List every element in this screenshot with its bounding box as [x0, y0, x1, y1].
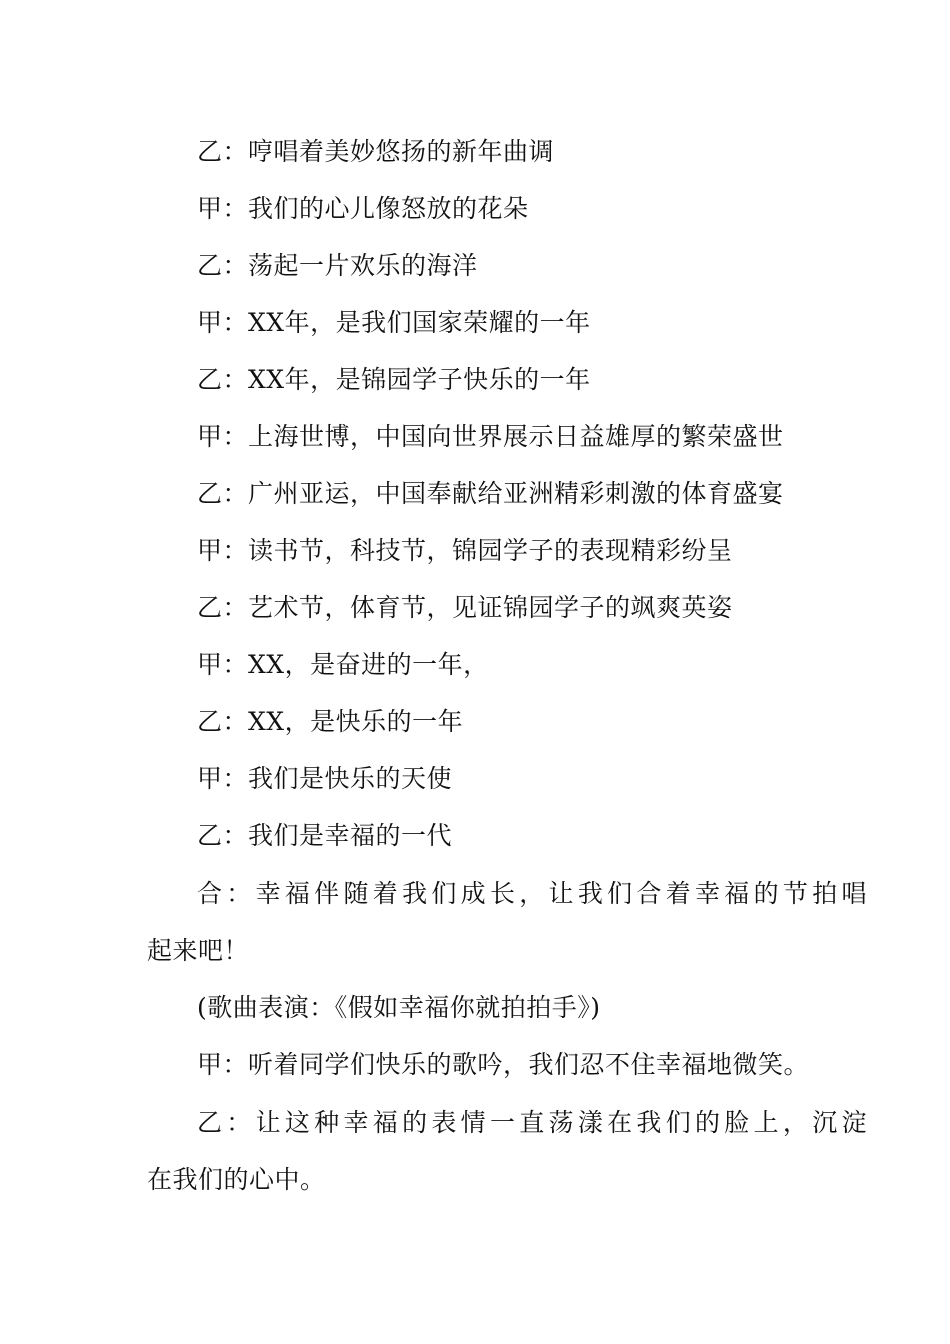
script-line: 乙：哼唱着美妙悠扬的新年曲调: [197, 137, 555, 166]
script-line: 乙：让这种幸福的表情一直荡漾在我们的脸上，沉淀: [197, 1108, 867, 1137]
script-line: 甲：我们的心儿像怒放的花朵: [197, 194, 529, 223]
script-line: 乙：广州亚运，中国奉献给亚洲精彩刺激的体育盛宴: [197, 479, 784, 508]
script-line: 乙：艺术节，体育节，见证锦园学子的飒爽英姿: [197, 593, 733, 622]
script-line: 甲：上海世博，中国向世界展示日益雄厚的繁荣盛世: [197, 422, 784, 451]
script-line: 甲：XX，是奋进的一年，: [197, 650, 489, 679]
script-line: 乙：荡起一片欢乐的海洋: [197, 251, 478, 280]
script-line: 乙：XX，是快乐的一年: [197, 707, 464, 736]
script-line-continuation: 起来吧！: [147, 936, 250, 965]
script-line: 甲：我们是快乐的天使: [197, 764, 453, 793]
script-line: 甲：听着同学们快乐的歌吟，我们忍不住幸福地微笑。: [197, 1050, 810, 1079]
script-line-continuation: 在我们的心中。: [147, 1165, 326, 1194]
script-line: 乙：XX年，是锦园学子快乐的一年: [197, 365, 591, 394]
script-line: 甲：读书节，科技节，锦园学子的表现精彩纷呈: [197, 536, 733, 565]
script-line: 合：幸福伴随着我们成长，让我们合着幸福的节拍唱: [197, 879, 867, 908]
stage-direction: (歌曲表演：《假如幸福你就拍拍手》): [197, 993, 601, 1022]
script-line: 乙：我们是幸福的一代: [197, 821, 453, 850]
script-line: 甲：XX年，是我们国家荣耀的一年: [197, 308, 591, 337]
